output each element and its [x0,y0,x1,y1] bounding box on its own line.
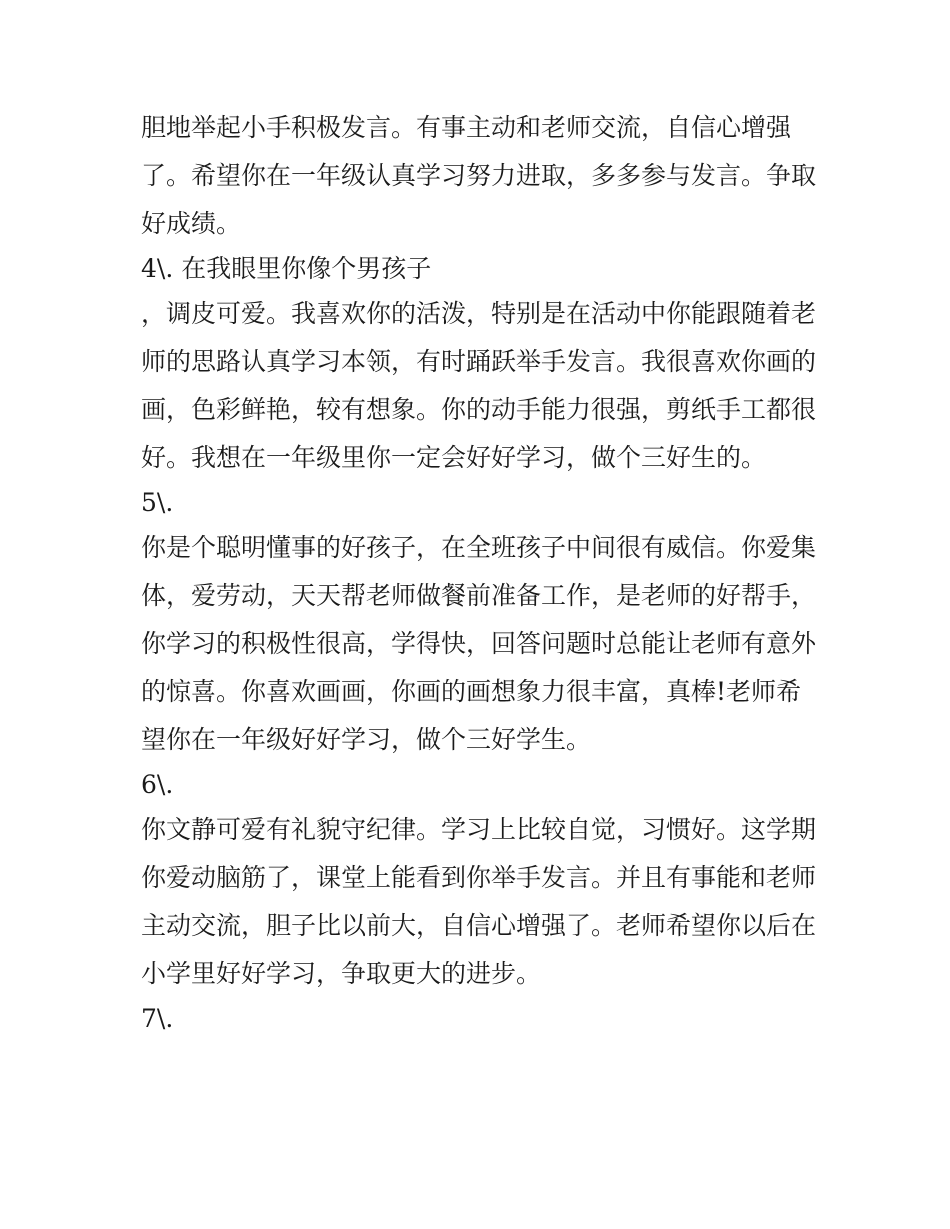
item-number: 5\. [141,488,174,517]
item-number: 6\. [141,770,174,799]
text-line: 师的思路认真学习本领，有时踊跃举手发言。我很喜欢你画的 [141,347,817,376]
text-line: 体，爱劳动，天天帮老师做餐前准备工作，是老师的好帮手， [141,581,817,610]
text-line: 画，色彩鲜艳，较有想象。你的动手能力很强，剪纸手工都很 [141,395,817,424]
document-body [141,104,821,1040]
text-line: 的惊喜。你喜欢画画，你画的画想象力很丰富，真棒!老师希 [141,677,802,706]
text-line: 你是个聪明懂事的好孩子，在全班孩子中间很有威信。你爱集 [141,533,817,562]
text-line: 你学习的积极性很高，学得快，回答问题时总能让老师有意外 [141,629,817,658]
text-line: 你爱动脑筋了，课堂上能看到你举手发言。并且有事能和老师 [141,863,817,892]
text-line: 望你在一年级好好学习，做个三好学生。 [141,725,592,754]
text-line: 了。希望你在一年级认真学习努力进取，多多参与发言。争取 [141,161,817,190]
text-line: 主动交流，胆子比以前大，自信心增强了。老师希望你以后在 [141,911,817,940]
text-line: 你文静可爱有礼貌守纪律。学习上比较自觉，习惯好。这学期 [141,815,817,844]
item-number: 7\. [141,1004,174,1033]
text-line: 好。我想在一年级里你一定会好好学习，做个三好生的。 [141,443,767,472]
text-line: ，调皮可爱。我喜欢你的活泼，特别是在活动中你能跟随着老 [141,299,817,328]
text-line: 好成绩。 [141,209,242,238]
item-heading: 4\. 在我眼里你像个男孩子 [141,254,432,283]
text-line: 小学里好好学习，争取更大的进步。 [141,959,542,988]
text-line: 胆地举起小手积极发言。有事主动和老师交流，自信心增强 [141,113,792,142]
